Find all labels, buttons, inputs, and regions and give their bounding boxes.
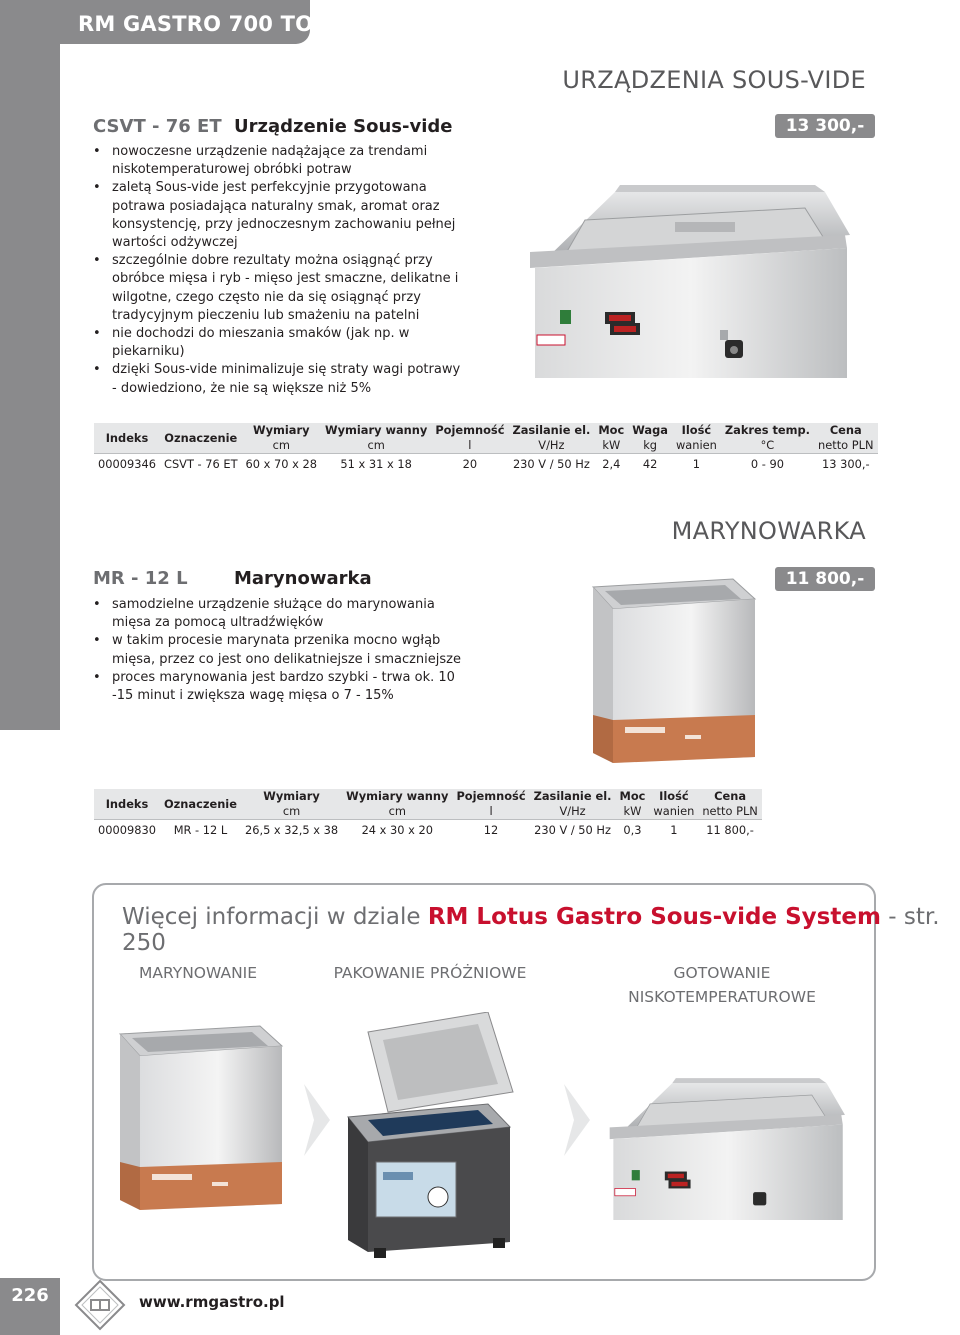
table-cell: CSVT - 76 ET — [160, 454, 242, 474]
product-code: CSVT - 76 ET — [93, 116, 222, 137]
table-cell: 11 800,- — [698, 820, 762, 840]
col-header: Moc kW — [598, 423, 625, 452]
feature-item: • dzięki Sous-vide minimalizuje się straty wagi potrawy - dowiedziono, że nie są większe niż 5% — [92, 361, 462, 397]
sous-vide-step-image — [606, 1048, 856, 1248]
table-row — [94, 454, 878, 474]
table-header-row — [94, 423, 878, 454]
col-header: Indeks — [105, 430, 149, 445]
col-header: Pojemność l — [456, 789, 526, 818]
product-name: Urządzenie Sous-vide — [234, 116, 453, 137]
feature-item: • zaletą Sous-vide jest perfekcyjnie przygotowana potrawa posiadająca naturalny smak, aromat oraz konsystencję, przy jednoczesnym zachowaniu pełnej wartości odżywczej — [92, 179, 462, 252]
feature-list — [92, 143, 462, 398]
col-header: Waga kg — [632, 423, 668, 452]
table-cell: MR - 12 L — [160, 820, 241, 840]
price-badge: 13 300,- — [775, 114, 875, 138]
table-cell: 0 - 90 — [721, 454, 814, 474]
col-header: Cena netto PLN — [818, 423, 874, 452]
more-info-suffix: - str. 250 — [122, 904, 940, 956]
table-cell: 51 x 31 x 18 — [321, 454, 431, 474]
sous-vide-device-image — [525, 180, 865, 380]
table-row — [94, 820, 762, 840]
table-header-row — [94, 789, 762, 820]
col-header: Pojemność l — [435, 423, 505, 452]
col-header: Oznaczenie — [163, 796, 237, 811]
table-cell: 230 V / 50 Hz — [530, 820, 616, 840]
col-header: Wymiary cm — [263, 789, 320, 818]
col-header: Moc kW — [619, 789, 646, 818]
table-cell: 0,3 — [615, 820, 649, 840]
col-header: Wymiary wanny cm — [325, 423, 428, 452]
table-cell: 2,4 — [594, 454, 628, 474]
vacuum-packer-image — [338, 1012, 518, 1262]
col-header: Zasilanie el. V/Hz — [512, 423, 591, 452]
table-cell: 20 — [431, 454, 508, 474]
arrow-right-icon — [300, 1080, 334, 1160]
table-cell: 60 x 70 x 28 — [242, 454, 321, 474]
more-info-prefix: Więcej informacji w dziale — [122, 904, 428, 930]
feature-item: • proces marynowania jest bardzo szybki - trwa ok. 10 -15 minut i zwiększa wagę mięsa o 7 - 15% — [92, 669, 462, 705]
feature-list — [92, 596, 462, 705]
table-cell: 42 — [628, 454, 672, 474]
col-header: Cena netto PLN — [702, 789, 758, 818]
table-cell: 00009346 — [94, 454, 160, 474]
col-header: Ilość wanien — [653, 789, 695, 818]
table-cell: 12 — [452, 820, 529, 840]
price-badge: 11 800,- — [775, 567, 875, 591]
feature-item: • nowoczesne urządzenie nadążające za trendami niskotemperaturowej obróbki potraw — [92, 143, 462, 179]
more-info-line — [122, 904, 960, 956]
section-title-sous-vide: URZĄDZENIA SOUS-VIDE — [562, 66, 866, 94]
table-cell: 26,5 x 32,5 x 38 — [241, 820, 342, 840]
col-header: Zakres temp. °C — [724, 423, 811, 452]
table-cell: 00009830 — [94, 820, 160, 840]
table-cell: 1 — [672, 454, 721, 474]
col-header: Wymiary wanny cm — [346, 789, 449, 818]
section-title-marynowarka: MARYNOWARKA — [671, 517, 866, 545]
more-info-highlight: RM Lotus Gastro Sous-vide System — [427, 904, 881, 930]
spec-table-marynowarka — [94, 789, 762, 839]
col-header: Oznaczenie — [164, 430, 238, 445]
col-header: Indeks — [105, 796, 149, 811]
table-cell: 13 300,- — [814, 454, 878, 474]
table-cell: 230 V / 50 Hz — [508, 454, 594, 474]
page-header-title: RM GASTRO 700 TOP — [78, 12, 329, 36]
product-code: MR - 12 L — [93, 568, 188, 589]
marinator-device-image — [585, 575, 760, 770]
step-caption-marynowanie: MARYNOWANIE — [138, 964, 258, 982]
page-number: 226 — [11, 1285, 49, 1306]
rm-gastro-logo-icon — [74, 1279, 126, 1331]
left-sidebar-bar — [0, 0, 60, 730]
website-link[interactable]: www.rmgastro.pl — [139, 1293, 285, 1311]
marinator-step-image — [112, 1022, 287, 1217]
col-header: Ilość wanien — [675, 423, 717, 452]
spec-table-sous-vide — [94, 423, 878, 473]
col-header: Zasilanie el. V/Hz — [533, 789, 612, 818]
table-cell: 1 — [649, 820, 698, 840]
arrow-right-icon — [560, 1080, 594, 1160]
feature-item: • szczególnie dobre rezultaty można osiągnąć przy obróbce mięsa i ryb - mięso jest smaczne, delikatne i wilgotne, czego często nie da się osiągnąć przy tradycyjnym pieczeniu lub smażeniu na patelni — [92, 252, 462, 325]
feature-item: • w takim procesie marynata przenika mocno wgłąb mięsa, przez co jest ono delikatniejsze i smaczniejsze — [92, 632, 462, 668]
product-name: Marynowarka — [234, 568, 372, 589]
step-caption-gotowanie: GOTOWANIE NISKOTEMPERATUROWE — [628, 964, 816, 1006]
table-cell: 24 x 30 x 20 — [342, 820, 452, 840]
col-header: Wymiary cm — [253, 423, 310, 452]
step-caption-pakowanie: PAKOWANIE PRÓŻNIOWE — [333, 964, 527, 982]
feature-item: • samodzielne urządzenie służące do marynowania mięsa za pomocą ultradźwięków — [92, 596, 462, 632]
feature-item: • nie dochodzi do mieszania smaków (jak np. w piekarniku) — [92, 325, 462, 361]
